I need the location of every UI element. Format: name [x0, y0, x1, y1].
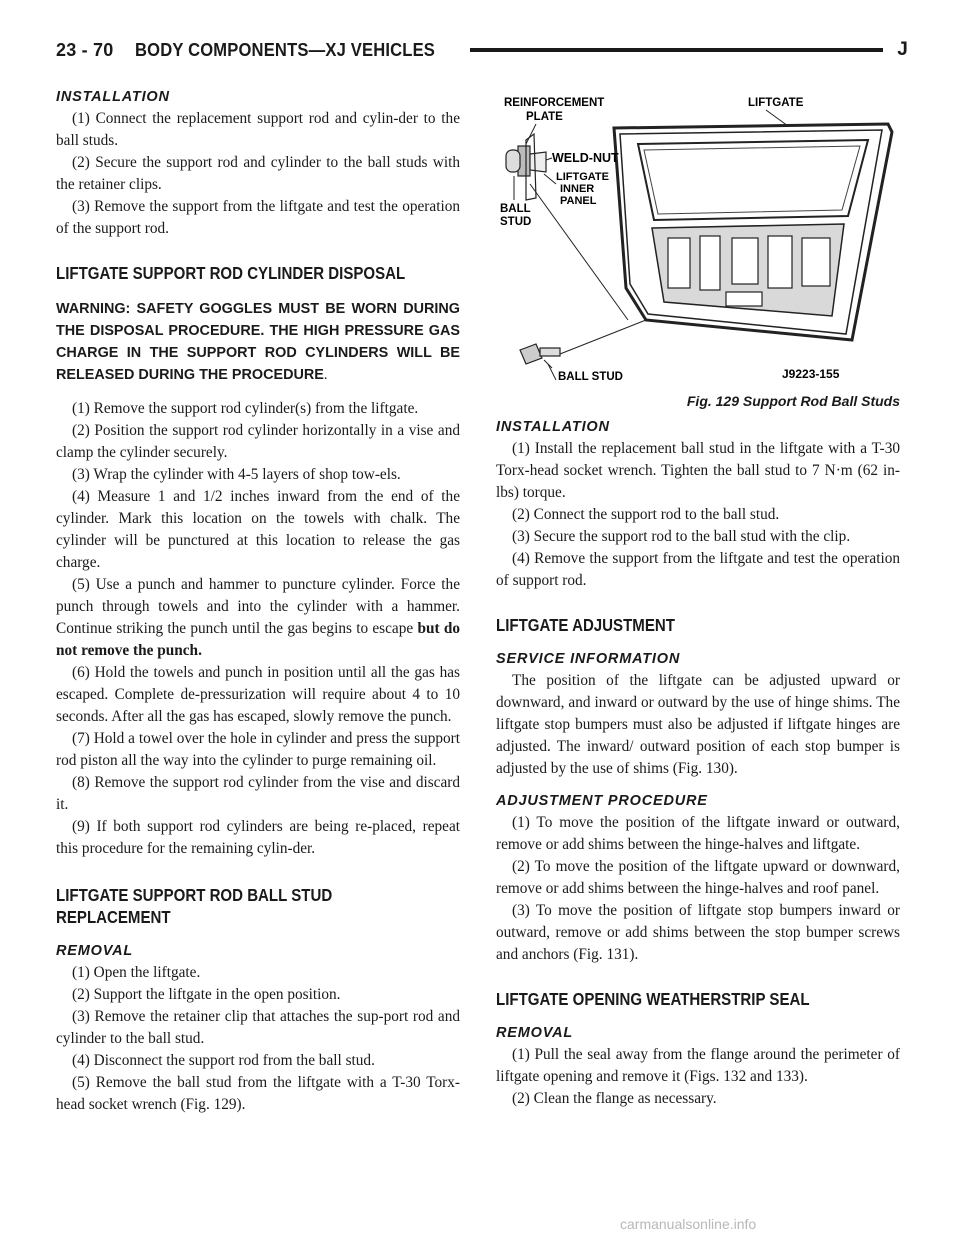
installation-step: (3) Secure the support rod to the ball stud with the clip. [512, 528, 851, 545]
label-ball-stud: BALL STUD [558, 371, 623, 383]
header-rule [470, 48, 884, 52]
label-plate: PLATE [526, 111, 563, 123]
page-header [56, 38, 908, 62]
step5-bold: but do not remove the punch. [56, 620, 460, 659]
liftgate-diagram [496, 88, 900, 390]
left-column [56, 88, 460, 1116]
procedure-step: (1) To move the position of the liftgate inward or outward, remove or add shims between the hinge-halves and liftgate. [496, 814, 900, 853]
label-reinforcement: REINFORCEMENT [504, 97, 605, 109]
disposal-step: (1) Remove the support rod cylinder(s) from the liftgate. [72, 400, 419, 417]
adjustment-heading: LIFTGATE ADJUSTMENT [496, 615, 675, 635]
disposal-step: (7) Hold a towel over the hole in cylinder and press the support rod piston all the way into the cylinder to purge remaining oil. [56, 730, 460, 769]
disposal-step: (8) Remove the support rod cylinder from the vise and discard it. [56, 774, 460, 813]
procedure-step: (3) To move the position of liftgate stop bumpers inward or outward, remove or add shims between the stop bumper screws and anchors (Fig. 131). [496, 902, 900, 963]
service-heading: SERVICE INFORMATION [496, 651, 681, 667]
disposal-step: (4) Measure 1 and 1/2 inches inward from the end of the cylinder. Mark this location on the towels with chalk. The cylinder will be punctured at this location to release the gas charge. [56, 488, 460, 571]
label-weld-nut: WELD-NUT [552, 151, 619, 165]
step5-text: (5) Use a punch and hammer to puncture cylinder. Force the punch through towels and into the cylinder with a hammer. Continue striking the punch until the gas begins to escape [56, 576, 460, 637]
label-inner-1: LIFTGATE [556, 171, 609, 183]
installation-step: (1) Connect the replacement support rod and cylin-der to the ball studs. [56, 110, 460, 149]
seal-heading: LIFTGATE OPENING WEATHERSTRIP SEAL [496, 989, 810, 1009]
removal-step: (2) Clean the flange as necessary. [512, 1090, 717, 1107]
label-inner-3: PANEL [560, 195, 597, 207]
warning-body: WARNING: SAFETY GOGGLES MUST BE WORN DURING THE DISPOSAL PROCEDURE. THE HIGH PRESSURE GAS CHARGE IN THE SUPPORT ROD CYLINDERS WILL BE RELEASED DURING THE PROCEDURE [56, 301, 460, 383]
installation-step: (2) Secure the support rod and cylinder to the ball studs with the retainer clips. [56, 154, 460, 193]
installation-step: (1) Install the replacement ball stud in the liftgate with a T-30 Torx-head socket wrench. Tighten the ball stud to 7 N·m (62 in-lbs) torque. [496, 440, 900, 501]
procedure-heading: ADJUSTMENT PROCEDURE [496, 793, 708, 809]
ballstud-heading [56, 884, 460, 928]
right-column [496, 418, 900, 1110]
disposal-step: (2) Position the support rod cylinder horizontally in a vise and clamp the cylinder securely. [56, 422, 460, 461]
disposal-step: (6) Hold the towels and punch in position until all the gas has escaped. Complete de-pressurization will require about 4 to 10 seconds. After all the gas has escaped, slowly remove the punch. [56, 664, 460, 725]
installation-step: (3) Remove the support from the liftgate and test the operation of the support rod. [56, 198, 460, 237]
disposal-step [56, 574, 460, 662]
section-title: BODY COMPONENTS—XJ VEHICLES [135, 39, 436, 60]
removal-heading: REMOVAL [496, 1025, 574, 1041]
installation-step: (2) Connect the support rod to the ball stud. [512, 506, 780, 523]
label-stud: STUD [500, 216, 532, 228]
label-inner-2: INNER [560, 183, 595, 195]
removal-step: (1) Pull the seal away from the flange around the perimeter of liftgate opening and remove it (Figs. 132 and 133). [496, 1046, 900, 1085]
removal-step: (5) Remove the ball stud from the liftgate with a T-30 Torx-head socket wrench (Fig. 129). [56, 1074, 460, 1113]
service-text: The position of the liftgate can be adjusted upward or downward, and inward or outward by the use of hinge shims. The liftgate stop bumpers must also be adjusted if liftgate hinges are adjusted. The inward/ outward position of each stop bumper is adjusted by the use of shims (Fig. 130). [496, 672, 900, 777]
removal-step: (2) Support the liftgate in the open position. [72, 986, 341, 1003]
disposal-step: (3) Wrap the cylinder with 4-5 layers of shop tow-els. [72, 466, 401, 483]
installation-step: (4) Remove the support from the liftgate and test the operation of support rod. [496, 550, 900, 589]
figure-129 [496, 88, 900, 390]
procedure-step: (2) To move the position of the liftgate upward or downward, remove or add shims between the hinge-halves and roof panel. [496, 858, 900, 897]
warning-text [56, 298, 460, 386]
ballstud-heading-line1: LIFTGATE SUPPORT ROD BALL STUD [56, 885, 333, 905]
label-liftgate: LIFTGATE [748, 97, 804, 109]
disposal-heading: LIFTGATE SUPPORT ROD CYLINDER DISPOSAL [56, 263, 406, 283]
removal-step: (3) Remove the retainer clip that attaches the sup-port rod and cylinder to the ball stud. [56, 1008, 460, 1047]
ballstud-heading-line2: REPLACEMENT [56, 907, 171, 927]
installation-heading: INSTALLATION [56, 89, 170, 105]
label-ball: BALL [500, 203, 531, 215]
removal-step: (1) Open the liftgate. [72, 964, 201, 981]
removal-step: (4) Disconnect the support rod from the ball stud. [72, 1052, 375, 1069]
disposal-step: (9) If both support rod cylinders are being re-placed, repeat this procedure for the remaining cylin-der. [56, 818, 460, 857]
warning-end: . [323, 367, 328, 383]
page-number: 23 - 70 [56, 39, 114, 60]
watermark: carmanualsonline.info [620, 1216, 757, 1232]
figure-caption: Fig. 129 Support Rod Ball Studs [686, 393, 900, 409]
removal-heading: REMOVAL [56, 943, 134, 959]
header-letter: J [897, 39, 908, 60]
label-figure-code: J9223-155 [782, 367, 840, 381]
installation-heading: INSTALLATION [496, 419, 610, 435]
